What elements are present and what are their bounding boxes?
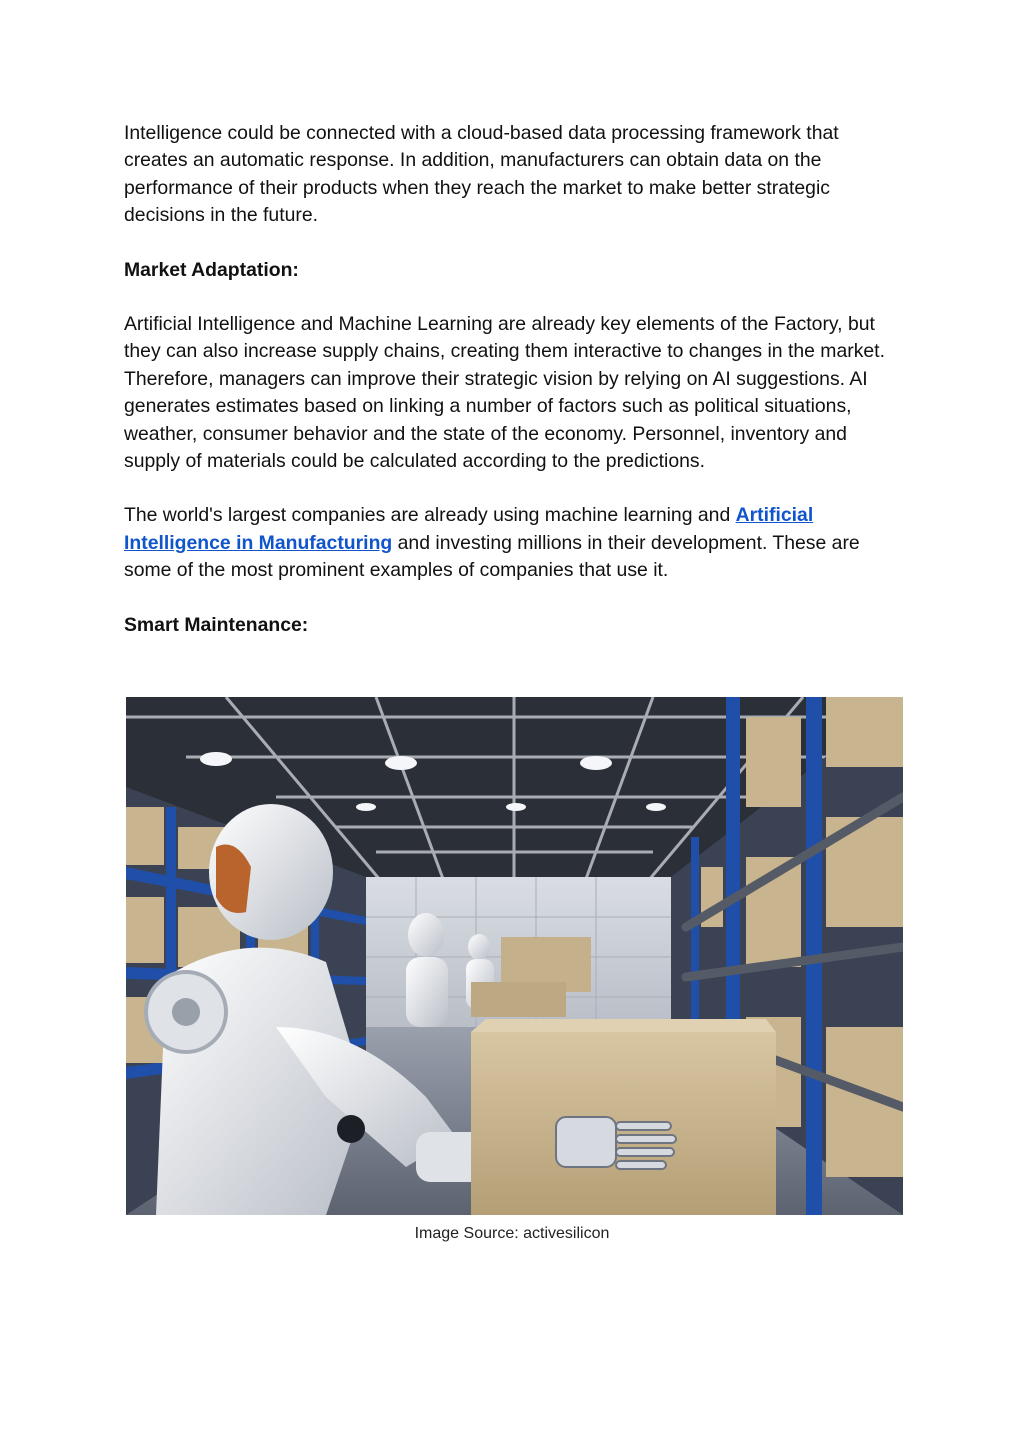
warehouse-robot-image: [126, 697, 903, 1215]
ai-in-manufacturing-link[interactable]: Artificial Intelligence in Manufacturing: [124, 504, 814, 554]
document-body: [124, 120, 904, 666]
companies-text-after: and investing millions in their development. These are some of the most prominent examples of companies that use it.: [124, 531, 860, 582]
intro-paragraph: Intelligence could be connected with a cloud-based data processing framework that creates an automatic response. In addition, manufacturers can obtain data on the performance of their products when they reach the market to make better strategic decisions in the future.: [124, 122, 839, 227]
robot-hand: [556, 1117, 676, 1169]
smart-maintenance-heading: Smart Maintenance:: [124, 613, 309, 636]
image-caption: Image Source: activesilicon: [414, 1225, 610, 1242]
market-adaptation-paragraph: Artificial Intelligence and Machine Learning are already key elements of the Factory, but they can also increase supply chains, creating them interactive to changes in the market. Therefore, managers can improve their strategic vision by relying on AI suggestions. AI generates estimates based on linking a number of factors such as political situations, weather, consumer behavior and the state of the economy. Personnel, inventory and supply of materials could be calculated according to the predictions.: [124, 313, 885, 473]
companies-paragraph: [124, 502, 904, 584]
companies-text-before: The world's largest companies are already using machine learning and: [124, 504, 736, 527]
market-adaptation-heading: Market Adaptation:: [124, 258, 299, 281]
